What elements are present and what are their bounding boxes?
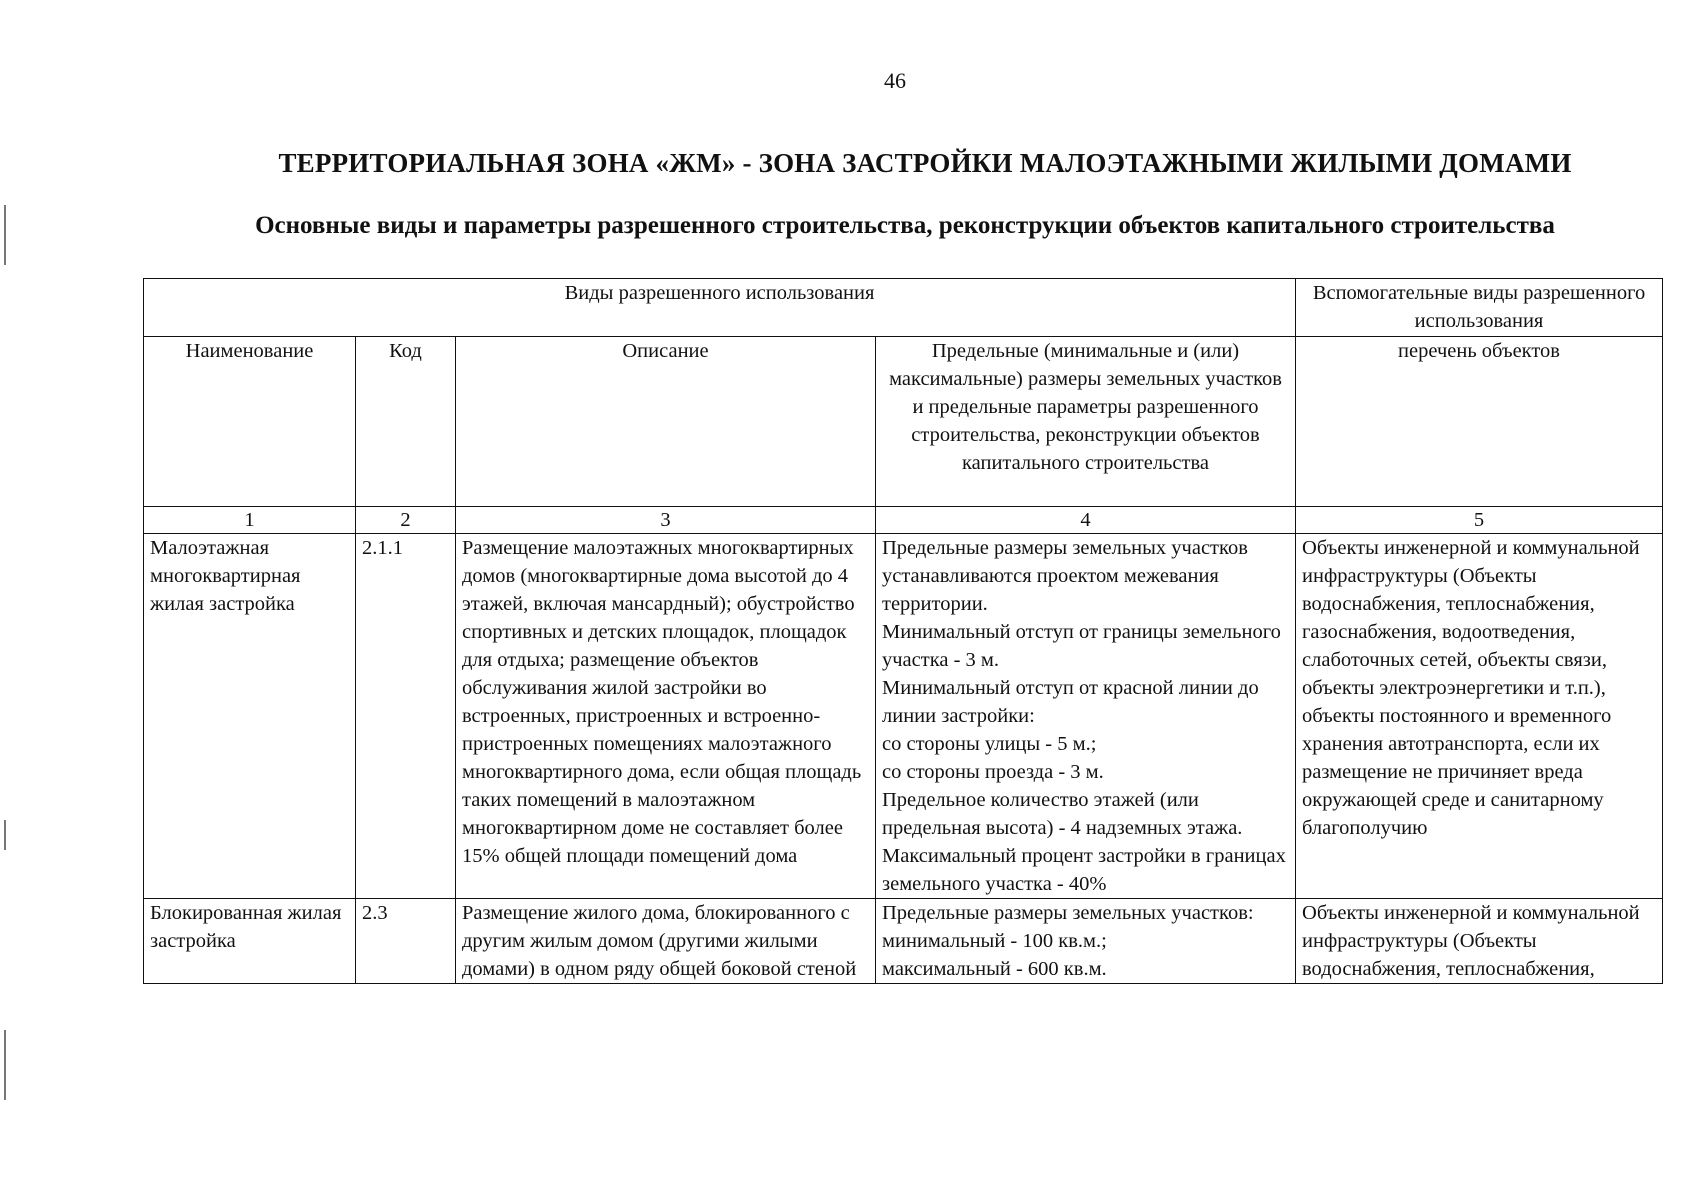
column-header-objects: перечень объектов [1296, 337, 1663, 507]
column-number: 5 [1296, 507, 1663, 534]
column-number: 4 [876, 507, 1296, 534]
column-header-limits: Предельные (минимальные и (или) максимальные) размеры земельных участков и предельные параметры разрешенного строительства, реконструкции объектов капитального строительства [876, 337, 1296, 507]
column-header-name: Наименование [144, 337, 356, 507]
row-description: Размещение жилого дома, блокированного с другим жилым домом (другими жилыми домами) в одном ряду общей боковой стеной [456, 899, 876, 984]
section-title: Основные виды и параметры разрешенного строительства, реконструкции объектов капитального строительства [255, 212, 1555, 239]
column-number-row [144, 507, 1663, 534]
row-objects: Объекты инженерной и коммунальной инфраструктуры (Объекты водоснабжения, теплоснабжения, газоснабжения, водоотведения, слаботочных сетей, объекты связи, объекты электроэнергетики и т.п.), объекты постоянного и временного хранения автотранспорта, если их размещение не причиняет вреда окружающей среде и санитарному благополучию [1296, 534, 1663, 899]
row-name: Малоэтажная многоквартирная жилая застройка [144, 534, 356, 899]
row-limits: Предельные размеры земельных участков: минимальный - 100 кв.м.; максимальный - 600 кв.м. [876, 899, 1296, 984]
row-description: Размещение малоэтажных многоквартирных домов (многоквартирные дома высотой до 4 этажей, включая мансардный); обустройство спортивных и детских площадок, площадок для отдыха; размещение объектов обслуживания жилой застройки во встроенных, пристроенных и встроенно-пристроенных помещениях малоэтажного многоквартирного дома, если общая площадь таких помещений в малоэтажном многоквартирном доме не составляет более 15% общей площади помещений дома [456, 534, 876, 899]
column-header-row [144, 337, 1663, 507]
row-objects: Объекты инженерной и коммунальной инфраструктуры (Объекты водоснабжения, теплоснабжения, [1296, 899, 1663, 984]
group-header-permitted-uses: Виды разрешенного использования [144, 279, 1296, 337]
zone-title: ТЕРРИТОРИАЛЬНАЯ ЗОНА «ЖМ» - ЗОНА ЗАСТРОЙКИ МАЛОЭТАЖНЫМИ ЖИЛЫМИ ДОМАМИ [278, 148, 1572, 178]
regulations-table-container [143, 278, 1662, 984]
table-row [144, 899, 1663, 984]
group-header-auxiliary-uses: Вспомогательные виды разрешенного использования [1296, 279, 1663, 337]
regulations-table [143, 278, 1663, 984]
group-header-row [144, 279, 1663, 337]
binding-mark-top [4, 205, 6, 265]
page-number: 46 [884, 68, 906, 93]
table-row [144, 534, 1663, 899]
row-code: 2.3 [356, 899, 456, 984]
column-header-code: Код [356, 337, 456, 507]
column-header-description: Описание [456, 337, 876, 507]
binding-mark-middle [4, 820, 6, 850]
row-name: Блокированная жилая застройка [144, 899, 356, 984]
binding-mark-bottom [4, 1030, 6, 1100]
row-code: 2.1.1 [356, 534, 456, 899]
column-number: 2 [356, 507, 456, 534]
row-limits: Предельные размеры земельных участков устанавливаются проектом межевания территории. Минимальный отступ от границы земельного участка - 3 м. Минимальный отступ от красной линии до линии застройки: со стороны улицы - 5 м.; со стороны проезда - 3 м. Предельное количество этажей (или предельная высота) - 4 надземных этажа. Максимальный процент застройки в границах земельного участка - 40% [876, 534, 1296, 899]
column-number: 1 [144, 507, 356, 534]
column-number: 3 [456, 507, 876, 534]
